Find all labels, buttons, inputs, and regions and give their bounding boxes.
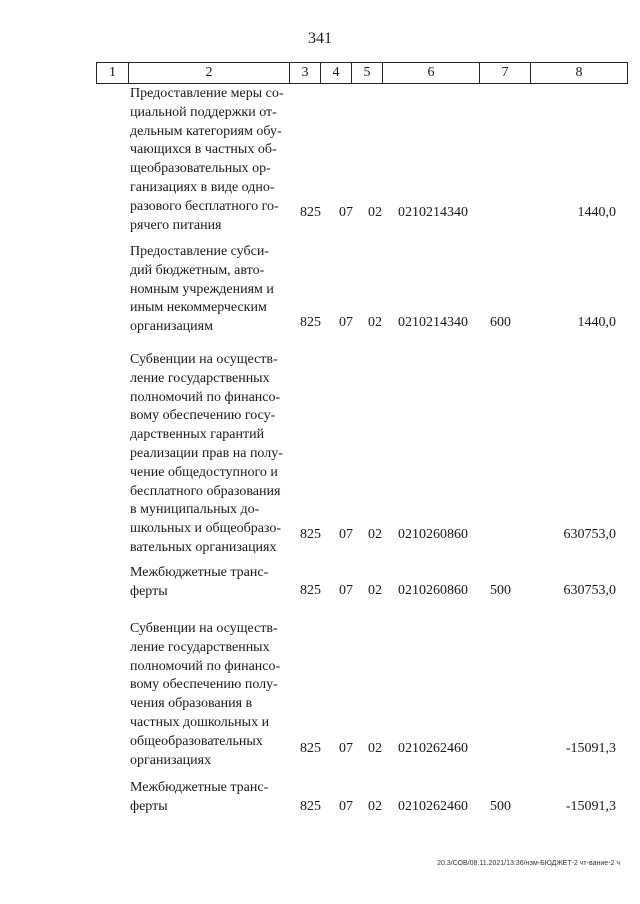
- row-code-7: 600: [490, 315, 511, 330]
- header-cell-5: 5: [352, 63, 383, 83]
- row-description: Межбюджетные транс- ферты: [130, 565, 269, 599]
- row-code-5: 02: [368, 205, 382, 220]
- row-amount: 1440,0: [577, 205, 616, 220]
- header-cell-3: 3: [290, 63, 321, 83]
- row-code-3: 825: [300, 527, 321, 542]
- row-description: Предоставление меры со- циальной поддержки от- дельным категориям обу- чающихся в частных об- щеобразовательных ор- ганизациях в виде одно- разового бесплатного го- рячего питания: [130, 86, 284, 233]
- row-code-4: 07: [339, 315, 353, 330]
- header-cell-8: 8: [575, 65, 583, 80]
- table-header-row: [96, 62, 628, 84]
- row-code-5: 02: [368, 527, 382, 542]
- row-description: Субвенции на осуществ- ление государственных полномочий по финансо- вому обеспечению полу- чения образования в частных дошкольных и общеобразовательных организациях: [130, 621, 281, 768]
- header-cell-4: 4: [321, 63, 352, 83]
- page-number: 341: [308, 30, 332, 47]
- row-amount: 630753,0: [563, 583, 616, 598]
- row-amount: 1440,0: [577, 315, 616, 330]
- row-code-6: 0210214340: [398, 205, 468, 220]
- row-code-7: 500: [490, 799, 511, 814]
- row-code-3: 825: [300, 205, 321, 220]
- header-cell-2: 2: [129, 63, 290, 83]
- row-code-6: 0210260860: [398, 583, 468, 598]
- row-code-6: 0210214340: [398, 315, 468, 330]
- row-code-3: 825: [300, 315, 321, 330]
- row-code-7: 500: [490, 583, 511, 598]
- row-code-3: 825: [300, 583, 321, 598]
- row-code-6: 0210262460: [398, 799, 468, 814]
- row-code-6: 0210262460: [398, 741, 468, 756]
- document-footer: 20.3/СОВ/08.11.2021/13:36/нэм-БЮДЖЕТ-2 чт-вание-2 ч: [437, 860, 620, 867]
- row-code-4: 07: [339, 527, 353, 542]
- header-cell-6: 6: [383, 63, 480, 83]
- row-code-5: 02: [368, 799, 382, 814]
- row-code-5: 02: [368, 583, 382, 598]
- row-amount: 630753,0: [563, 527, 616, 542]
- row-amount: -15091,3: [565, 741, 616, 756]
- row-code-3: 825: [300, 741, 321, 756]
- row-description: Субвенции на осуществ- ление государственных полномочий по финансо- вому обеспечению госу- дарственных гарантий реализации прав на полу- чение общедоступного и бесплатного образования в муниципальных до- школьных и общеобразо- вательных организациях: [130, 352, 283, 555]
- row-code-4: 07: [339, 799, 353, 814]
- header-cell-1: 1: [97, 63, 129, 83]
- row-description: Межбюджетные транс- ферты: [130, 780, 269, 814]
- header-cell-7: 7: [480, 63, 531, 83]
- row-code-6: 0210260860: [398, 527, 468, 542]
- row-amount: -15091,3: [565, 799, 616, 814]
- row-code-4: 07: [339, 205, 353, 220]
- row-code-3: 825: [300, 799, 321, 814]
- row-code-4: 07: [339, 583, 353, 598]
- row-code-4: 07: [339, 741, 353, 756]
- row-code-5: 02: [368, 315, 382, 330]
- row-code-5: 02: [368, 741, 382, 756]
- row-description: Предоставление субси- дий бюджетным, авто- номным учреждениям и иным некоммерческим организациям: [130, 244, 274, 335]
